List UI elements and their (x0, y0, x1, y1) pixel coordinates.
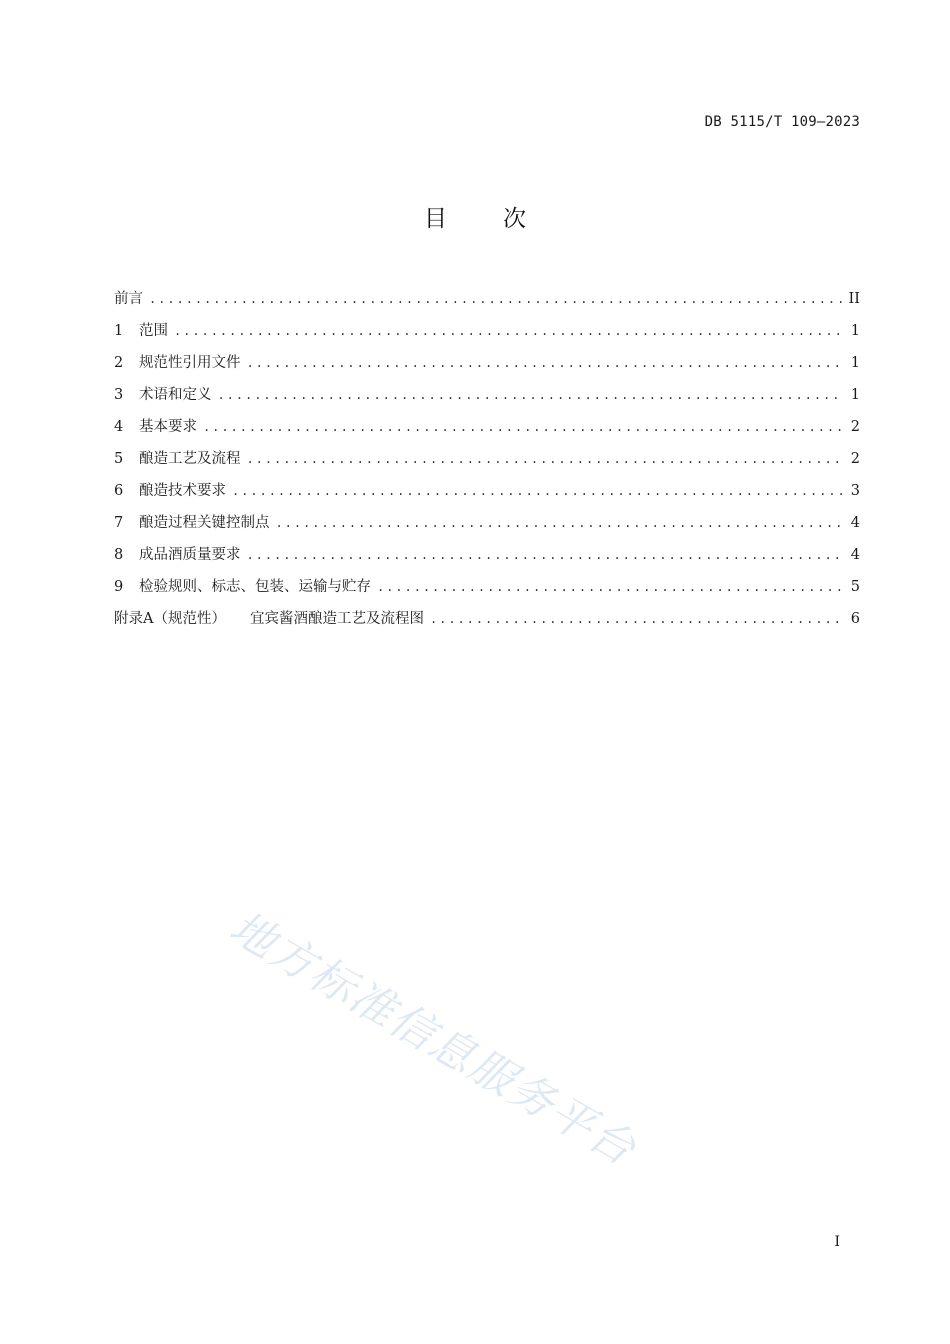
toc-entry-4[interactable] (114, 415, 860, 447)
page-number: I (834, 1234, 840, 1250)
page-title: 目次 (424, 206, 582, 232)
toc-dot-leader (430, 607, 842, 631)
toc-entry-foreword[interactable] (114, 287, 860, 319)
toc-entry-page: 1 (850, 323, 860, 339)
toc-entry-9[interactable] (114, 575, 860, 607)
toc-dot-leader (218, 383, 843, 407)
toc-annex-title: 宜宾酱酒酿造工艺及流程图 (249, 611, 424, 627)
toc-entry-page: 2 (850, 419, 860, 435)
toc-entry-label: 酿造工艺及流程 (139, 451, 241, 467)
toc-entry-8[interactable] (114, 543, 860, 575)
toc-entry-number: 9 (114, 579, 124, 595)
toc-entry-number: 6 (114, 483, 124, 499)
toc-dot-leader (232, 479, 842, 503)
toc-entry-page: 4 (850, 547, 860, 563)
toc-dot-leader (203, 415, 842, 439)
toc-dot-leader (247, 543, 843, 567)
toc-entry-annex-a[interactable] (114, 607, 860, 639)
toc-dot-leader (276, 511, 843, 535)
toc-entry-7[interactable] (114, 511, 860, 543)
toc-entry-label: 检验规则、标志、包装、运输与贮存 (139, 579, 371, 595)
toc-entry-page: 4 (850, 515, 860, 531)
document-code: DB 5115/T 109—2023 (704, 114, 860, 130)
toc-entry-page: 6 (850, 611, 860, 627)
toc-entry-page: II (848, 291, 860, 307)
toc-entry-label: 规范性引用文件 (139, 355, 241, 371)
toc-entry-page: 3 (850, 483, 860, 499)
toc-entry-label: 成品酒质量要求 (139, 547, 241, 563)
toc-dot-leader (247, 447, 843, 471)
toc-entry-number: 2 (114, 355, 124, 371)
toc-entry-page: 2 (850, 451, 860, 467)
toc-dot-leader (247, 351, 843, 375)
watermark-text: 地方标准信息服务平台 (221, 901, 645, 1176)
toc-entry-6[interactable] (114, 479, 860, 511)
toc-entry-number: 8 (114, 547, 124, 563)
toc-entry-label: 范围 (139, 323, 168, 339)
toc-entry-3[interactable] (114, 383, 860, 415)
toc-entry-page: 1 (850, 355, 860, 371)
toc-dot-leader (149, 287, 842, 311)
toc-entry-page: 5 (850, 579, 860, 595)
toc-annex-label: 附录A（规范性） (114, 611, 226, 627)
toc-entry-label: 基本要求 (139, 419, 197, 435)
toc-dot-leader (174, 319, 842, 343)
toc-entry-number: 3 (114, 387, 124, 403)
toc-entry-number: 1 (114, 323, 124, 339)
toc-entry-number: 5 (114, 451, 124, 467)
toc-entry-2[interactable] (114, 351, 860, 383)
toc-entry-number: 4 (114, 419, 124, 435)
toc-entry-number: 7 (114, 515, 124, 531)
toc-entry-label: 前言 (114, 291, 143, 307)
toc-entry-label: 酿造过程关键控制点 (139, 515, 270, 531)
table-of-contents (114, 287, 860, 639)
toc-entry-page: 1 (850, 387, 860, 403)
toc-entry-1[interactable] (114, 319, 860, 351)
toc-entry-label: 术语和定义 (139, 387, 212, 403)
toc-entry-label: 酿造技术要求 (139, 483, 226, 499)
toc-dot-leader (377, 575, 842, 599)
toc-entry-5[interactable] (114, 447, 860, 479)
